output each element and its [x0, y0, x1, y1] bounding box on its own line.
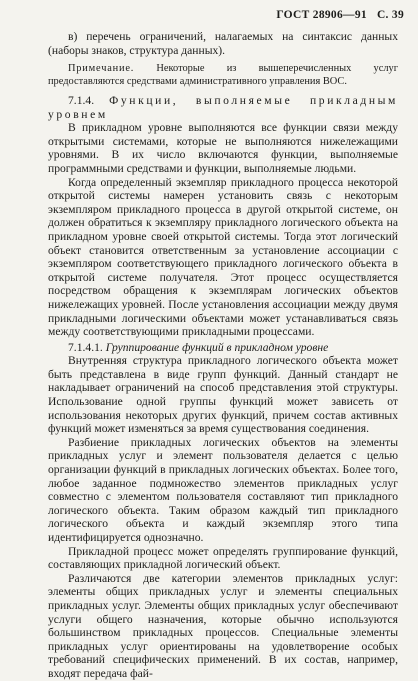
page-number: С. 39: [376, 9, 404, 21]
standard-number: ГОСТ 28906—91: [276, 9, 367, 21]
subsection-title: Группирование функций в прикладном уровне: [105, 340, 329, 354]
page-body: [48, 30, 398, 681]
page-header: [276, 9, 404, 21]
note-text: Некоторые из вышеперечисленных услуг предоставляются средствами административного управления ВОС.: [48, 63, 398, 87]
paragraph-2: Когда определенный экземпляр прикладного процесса некоторой открытой системы намерен установить связь с некоторым экземпляром прикладного процесса в другой открытой системе, он должен обратиться к экземпляру прикладного логического объекта на прикладном уровне своей открытой системы. Тогда этот логический объект становится ответственным за установление ассоциации с экземпляром соответствующего прикладного логического объекта в открытой системе получателя. Этот процесс осуществляется посредством обращения к экземплярам логических объектов нижележащих уровней. После установления ассоциации между двумя прикладными логическими объектами может устанавливаться связь между соответствующими прикладными процессами.: [48, 175, 398, 339]
section-number: 7.1.4.: [68, 94, 95, 107]
note: [48, 63, 398, 88]
note-label: Примечание.: [68, 63, 135, 75]
paragraph-3: Внутренняя структура прикладного логического объекта может быть представлена в виде групп функций. Данный стандарт не накладывает ограничений на способ представления этой структуры. Использование одной группы функций может зависеть от использования некоторых других функций, причем состав активных функций может изменяться за время существования соединения.: [48, 354, 398, 436]
paragraph-5: Прикладной процесс может определять группирование функций, составляющих прикладной логический объект.: [48, 544, 398, 572]
section-title: Функции, выполняемые прикладным уровнем: [48, 94, 398, 121]
section-heading: [48, 94, 398, 121]
paragraph-1: В прикладном уровне выполняются все функции связи между открытыми системами, которые не выполняются нижележащими уровнями. В их число включаются функции, выполняемые программными средствами и функции, выполняемые людьми.: [48, 121, 398, 175]
paragraph-6: Различаются две категории элементов прикладных услуг: элементы общих прикладных услуг и элементы специальных прикладных услуг. Элементы общих прикладных услуг обеспечивают услуги общего назначения, которые обычно используются большинством прикладных процессов. Специальные элементы прикладных услуг ориентированы на удовлетворение особых требований специфических применений. В их состав, например, входят передача фай-: [48, 571, 398, 680]
subsection-heading: [48, 341, 398, 355]
list-item-v: в) перечень ограничений, налагаемых на синтаксис данных (наборы знаков, структура данных).: [48, 30, 398, 57]
subsection-number: 7.1.4.1.: [68, 340, 103, 354]
paragraph-4: Разбиение прикладных логических объектов на элементы прикладных услуг и элемент пользователя делается с целью организации функций в прикладных логических объектах. Более того, любое заданное подмножество элементов прикладных услуг совместно с элементом пользователя составляют тип прикладного логического объекта. Таким образом каждый тип прикладного логического объекта и каждый экземпляр этого типа идентифицируется однозначно.: [48, 435, 398, 544]
